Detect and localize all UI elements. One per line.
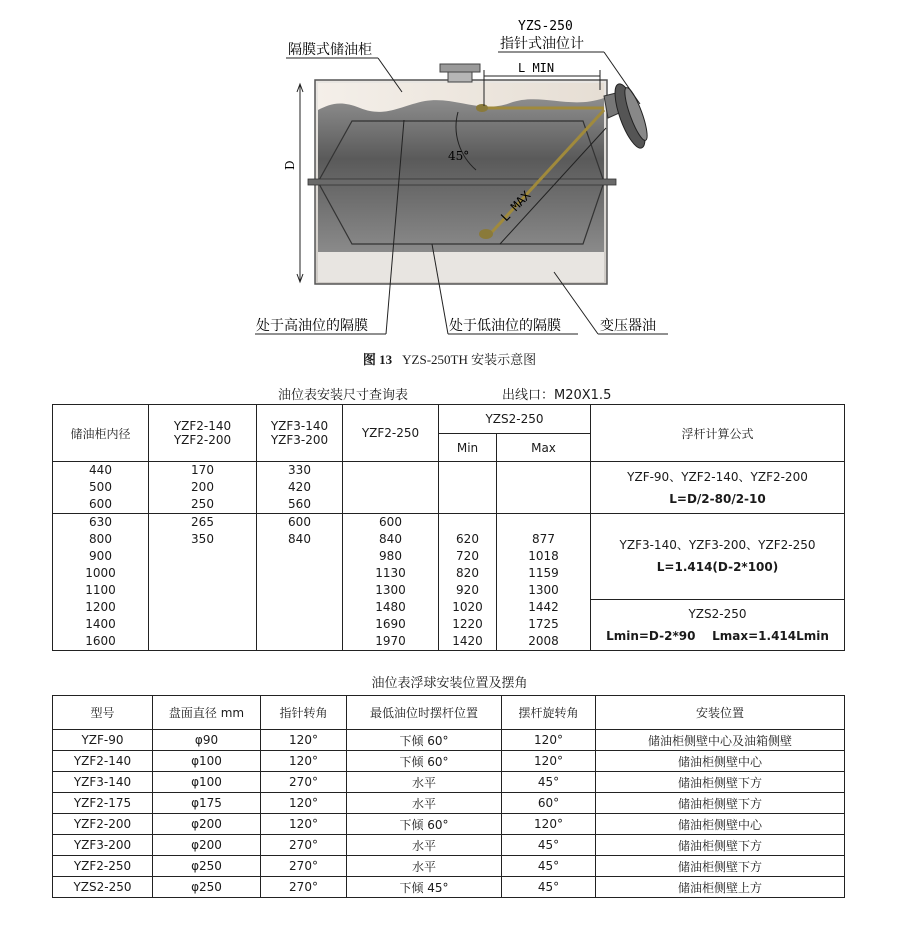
callout-low-membrane: 处于低油位的隔膜 <box>449 318 561 334</box>
table-row <box>53 730 845 751</box>
table-cell: 120° <box>261 751 347 772</box>
table-cell: 620 <box>439 531 497 548</box>
table-cell: 420 <box>257 479 343 496</box>
table-row <box>53 814 845 835</box>
header-max: Max <box>497 434 591 462</box>
table-row <box>53 751 845 772</box>
table-cell: 60° <box>502 793 596 814</box>
table-cell: 1020 <box>439 599 497 616</box>
table-cell: 1690 <box>343 616 439 633</box>
table-cell: YZS2-250 <box>53 877 153 898</box>
formula-expression: L=1.414(D-2*100) <box>656 560 779 575</box>
table-cell <box>257 616 343 633</box>
callout-conservator: 隔膜式储油柜 <box>288 42 372 58</box>
table-cell: φ175 <box>153 793 261 814</box>
table-cell <box>439 496 497 514</box>
formula-expression: Lmin=D-2*90 Lmax=1.414Lmin <box>606 628 829 643</box>
table-row <box>53 772 845 793</box>
table-cell: φ200 <box>153 835 261 856</box>
table-cell <box>439 462 497 480</box>
table-cell: 980 <box>343 548 439 565</box>
table-cell: 1220 <box>439 616 497 633</box>
table-cell <box>149 616 257 633</box>
label-l-min: L MIN <box>518 61 555 75</box>
label-d: D <box>283 160 297 170</box>
label-l-max: L MAX <box>498 188 534 225</box>
formula-cell <box>591 599 845 651</box>
table-cell: 120° <box>261 814 347 835</box>
table-cell <box>343 479 439 496</box>
table-cell: 1400 <box>53 616 149 633</box>
formula-models: YZF3-140、YZF3-200、YZF2-250 <box>619 538 816 553</box>
table-cell: 630 <box>53 514 149 532</box>
table-cell: 120° <box>261 793 347 814</box>
table-cell: 储油柜侧壁上方 <box>596 877 845 898</box>
header-yzf3: YZF3-140 YZF3-200 <box>257 405 343 462</box>
table-cell: 储油柜侧壁中心 <box>596 751 845 772</box>
table-cell <box>257 565 343 582</box>
callout-gauge-model: YZS-250 <box>518 19 573 34</box>
column-header: 摆杆旋转角 <box>502 696 596 730</box>
table-cell: 500 <box>53 479 149 496</box>
table-cell: 600 <box>53 496 149 514</box>
table-cell <box>257 599 343 616</box>
table-cell: φ250 <box>153 877 261 898</box>
table-cell: 储油柜侧壁下方 <box>596 793 845 814</box>
table-cell: 270° <box>261 835 347 856</box>
table-cell <box>149 599 257 616</box>
table-cell <box>497 496 591 514</box>
table-cell: 350 <box>149 531 257 548</box>
table-cell: 1420 <box>439 633 497 651</box>
installation-diagram <box>0 0 899 345</box>
table-cell: 1130 <box>343 565 439 582</box>
table-cell: 1970 <box>343 633 439 651</box>
table-cell: 920 <box>439 582 497 599</box>
oil-level-gauge <box>604 81 651 152</box>
table-cell: 储油柜侧壁下方 <box>596 856 845 877</box>
label-angle: 45° <box>448 149 470 163</box>
table-cell: 储油柜侧壁下方 <box>596 835 845 856</box>
tank <box>308 64 616 284</box>
table-cell: 1018 <box>497 548 591 565</box>
figure-number: 图 13 <box>362 352 393 367</box>
header-yzf2: YZF2-140 YZF2-200 <box>149 405 257 462</box>
formula-models: YZF-90、YZF2-140、YZF2-200 <box>627 469 808 484</box>
table-cell: 330 <box>257 462 343 480</box>
table-cell: 下倾 60° <box>347 814 502 835</box>
table-cell: φ90 <box>153 730 261 751</box>
table-row <box>53 462 845 480</box>
table-cell: 120° <box>502 814 596 835</box>
table-cell <box>257 633 343 651</box>
table-row <box>53 599 845 616</box>
table-cell: 1000 <box>53 565 149 582</box>
formula-cell <box>591 514 845 600</box>
table-row <box>53 835 845 856</box>
column-header: 型号 <box>53 696 153 730</box>
table-cell: 2008 <box>497 633 591 651</box>
mounting-size-table <box>52 404 845 651</box>
table-cell: 1159 <box>497 565 591 582</box>
table-cell: 1725 <box>497 616 591 633</box>
table1-outlet: 出线口：M20X1.5 <box>502 388 612 403</box>
table-cell: 45° <box>502 856 596 877</box>
table-cell: 120° <box>261 730 347 751</box>
table-cell: 265 <box>149 514 257 532</box>
formula-expression: L=D/2-80/2-10 <box>669 491 766 506</box>
table-cell <box>343 462 439 480</box>
callout-gauge-name: 指针式油位计 <box>500 36 584 52</box>
table-cell: 1200 <box>53 599 149 616</box>
table-cell: YZF2-140 <box>53 751 153 772</box>
table-cell <box>149 582 257 599</box>
column-header: 最低油位时摆杆位置 <box>347 696 502 730</box>
header-diameter: 储油柜内径 <box>53 405 149 462</box>
table-cell <box>497 462 591 480</box>
table-cell: YZF3-200 <box>53 835 153 856</box>
table-cell: 1100 <box>53 582 149 599</box>
column-header: 指针转角 <box>261 696 347 730</box>
table-cell: 1300 <box>497 582 591 599</box>
table-cell: 600 <box>257 514 343 532</box>
table-cell: 下倾 45° <box>347 877 502 898</box>
table-cell <box>343 496 439 514</box>
table-cell <box>497 514 591 532</box>
table2-title: 油位表浮球安装位置及摆角 <box>371 676 528 691</box>
table-cell: 45° <box>502 877 596 898</box>
table-row <box>53 514 845 532</box>
table-cell: 600 <box>343 514 439 532</box>
header-yzs2-250: YZS2-250 <box>439 405 591 434</box>
table-row <box>53 856 845 877</box>
header-min: Min <box>439 434 497 462</box>
table-cell: φ100 <box>153 772 261 793</box>
table-cell: 1480 <box>343 599 439 616</box>
table-cell: 840 <box>343 531 439 548</box>
table-cell: YZF3-140 <box>53 772 153 793</box>
table-cell: 1600 <box>53 633 149 651</box>
table-cell: 水平 <box>347 772 502 793</box>
table-cell: 900 <box>53 548 149 565</box>
figure-caption <box>0 349 899 368</box>
table-cell: 储油柜侧壁中心 <box>596 814 845 835</box>
header-yzf2-250: YZF2-250 <box>343 405 439 462</box>
table-cell: YZF-90 <box>53 730 153 751</box>
table-cell <box>149 548 257 565</box>
table-cell: 下倾 60° <box>347 730 502 751</box>
column-header: 安装位置 <box>596 696 845 730</box>
table-cell: 下倾 60° <box>347 751 502 772</box>
table-cell: 45° <box>502 835 596 856</box>
table-cell: 720 <box>439 548 497 565</box>
formula-models: YZS2-250 <box>688 606 747 621</box>
table-cell: 250 <box>149 496 257 514</box>
table-cell: 840 <box>257 531 343 548</box>
table-cell <box>257 582 343 599</box>
table-cell: 储油柜侧壁下方 <box>596 772 845 793</box>
table-cell <box>439 479 497 496</box>
table-cell: 800 <box>53 531 149 548</box>
table-cell: 120° <box>502 730 596 751</box>
table-cell: YZF2-200 <box>53 814 153 835</box>
table-cell: φ200 <box>153 814 261 835</box>
callout-high-membrane: 处于高油位的隔膜 <box>256 318 368 334</box>
table-cell <box>497 479 591 496</box>
table-cell: φ250 <box>153 856 261 877</box>
table-row <box>53 877 845 898</box>
figure-title: YZS-250TH 安装示意图 <box>402 352 537 367</box>
table-cell <box>149 565 257 582</box>
table1-title: 油位表安装尺寸查询表 <box>278 388 409 403</box>
table-row <box>53 793 845 814</box>
float-position-table <box>52 695 845 898</box>
formula-cell <box>591 462 845 514</box>
table-cell: 877 <box>497 531 591 548</box>
table-cell: YZF2-250 <box>53 856 153 877</box>
table-cell: 水平 <box>347 856 502 877</box>
table-cell: 200 <box>149 479 257 496</box>
table-cell: 120° <box>502 751 596 772</box>
header-formula: 浮杆计算公式 <box>591 405 845 462</box>
table-cell: 1442 <box>497 599 591 616</box>
table-cell: 储油柜侧壁中心及油箱侧壁 <box>596 730 845 751</box>
table-cell: 170 <box>149 462 257 480</box>
table-cell: 560 <box>257 496 343 514</box>
table-cell: YZF2-175 <box>53 793 153 814</box>
table-cell <box>439 514 497 532</box>
table-cell: 45° <box>502 772 596 793</box>
table-cell: 440 <box>53 462 149 480</box>
table-cell: φ100 <box>153 751 261 772</box>
table-cell: 820 <box>439 565 497 582</box>
table-cell: 270° <box>261 772 347 793</box>
table-cell: 270° <box>261 856 347 877</box>
table-cell: 水平 <box>347 793 502 814</box>
table-cell <box>257 548 343 565</box>
table-cell: 1300 <box>343 582 439 599</box>
callout-transformer-oil: 变压器油 <box>600 318 656 334</box>
column-header: 盘面直径 mm <box>153 696 261 730</box>
table-cell: 水平 <box>347 835 502 856</box>
table-cell: 270° <box>261 877 347 898</box>
table-cell <box>149 633 257 651</box>
